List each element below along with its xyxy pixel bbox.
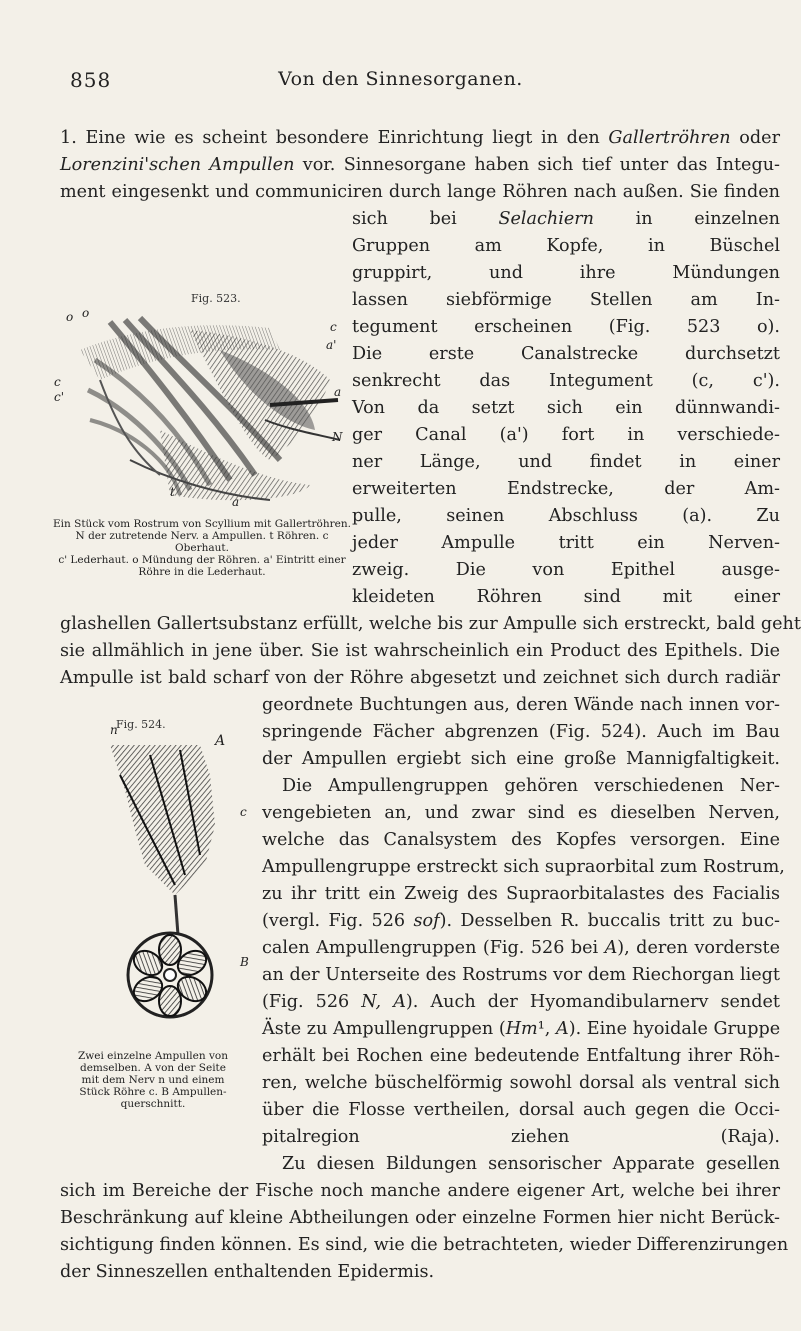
text-line: tegument erscheinen (Fig. 523 o). xyxy=(352,317,780,337)
figure-524-label: Fig. 524. xyxy=(116,718,166,731)
fig523-letter: c xyxy=(330,320,337,334)
text-line: (vergl. Fig. 526 sof). Desselben R. buccalis tritt zu buc- xyxy=(262,911,780,931)
text-line: Gruppen am Kopfe, in Büschel xyxy=(352,236,780,256)
text-line: sie allmählich in jene über. Sie ist wahrscheinlich ein Product des Epithels. Die xyxy=(60,641,780,661)
text-line: gruppirt, und ihre Mündungen xyxy=(352,263,780,283)
text-line: Beschränkung auf kleine Abtheilungen oder einzelne Formen hier nicht Berück- xyxy=(60,1208,780,1228)
fig523-letter: a xyxy=(334,385,342,399)
text-line: ment eingesenkt und communiciren durch lange Röhren nach außen. Sie finden xyxy=(60,182,780,202)
figure-524-engraving xyxy=(90,735,260,1035)
text-line: vengebieten an, und zwar sind es dieselben Nerven, xyxy=(262,803,780,823)
text-line: welche das Canalsystem des Kopfes versorgen. Eine xyxy=(262,830,780,850)
text-line: zweig. Die von Epithel ausge- xyxy=(352,560,780,580)
fig524-letter: n xyxy=(110,723,118,737)
text-line: Von da setzt sich ein dünnwandi- xyxy=(352,398,780,418)
fig524-letter: c xyxy=(240,805,247,819)
text-line: lassen siebförmige Stellen am In- xyxy=(352,290,780,310)
fig523-letter: c xyxy=(54,375,61,389)
fig523-letter: o xyxy=(66,310,74,324)
text-line: jeder Ampulle tritt ein Nerven- xyxy=(352,533,780,553)
fig523-letter: a xyxy=(232,495,240,509)
text-line: zu ihr tritt ein Zweig des Supraorbitalastes des Facialis xyxy=(262,884,780,904)
fig524-letter: B xyxy=(240,955,249,969)
text-line: springende Fächer abgrenzen (Fig. 524). Auch im Bau xyxy=(262,722,780,742)
text-line: glashellen Gallertsubstanz erfüllt, welche bis zur Ampulle sich erstreckt, bald geht xyxy=(60,614,801,634)
text-line: an der Unterseite des Rostrums vor dem Riechorgan liegt xyxy=(262,965,780,985)
figure-524-caption: Zwei einzelne Ampullen von demselben. A von der Seite mit dem Nerv n und einem Stück Röhre c. B Ampullen- querschnitt. xyxy=(77,1050,228,1110)
fig523-letter: N xyxy=(332,430,343,444)
fig523-letter: a' xyxy=(326,338,337,352)
fig523-letter: o xyxy=(82,306,90,320)
text-line: kleideten Röhren sind mit einer xyxy=(352,587,780,607)
fig524-letter: A xyxy=(215,733,226,749)
text-line: (Fig. 526 N, A). Auch der Hyomandibularnerv sendet xyxy=(262,992,780,1012)
page-header xyxy=(0,68,801,98)
text-line: pulle, seinen Abschluss (a). Zu xyxy=(352,506,780,526)
page-number: 858 xyxy=(70,68,112,92)
fig523-letter: t xyxy=(170,485,175,499)
text-line: Lorenzini'schen Ampullen vor. Sinnesorgane haben sich tief unter das Integu- xyxy=(60,155,780,175)
text-line: 1. Eine wie es scheint besondere Einrichtung liegt in den Gallertröhren oder xyxy=(60,128,780,148)
text-line: Zu diesen Bildungen sensorischer Apparate gesellen xyxy=(282,1154,780,1174)
text-line: ren, welche büschelförmig sowohl dorsal als ventral sich xyxy=(262,1073,780,1093)
text-line: erhält bei Rochen eine bedeutende Entfaltung ihrer Röh- xyxy=(262,1046,780,1066)
text-line: senkrecht das Integument (c, c'). xyxy=(352,371,780,391)
figure-523-caption: Ein Stück vom Rostrum von Scyllium mit Gallertröhren. N der zutretende Nerv. a Ampullen. t Röhren. c Oberhaut. c' Lederhaut. o Mündung der Röhren. a' Eintritt einer Röhre in die Lederhaut. xyxy=(53,518,351,578)
text-line: geordnete Buchtungen aus, deren Wände nach innen vor- xyxy=(262,695,780,715)
text-line: calen Ampullengruppen (Fig. 526 bei A), deren vorderste xyxy=(262,938,780,958)
text-line: der Ampullen ergiebt sich eine große Mannigfaltigkeit. xyxy=(262,749,780,769)
text-line: Äste zu Ampullengruppen (Hm¹, A). Eine hyoidale Gruppe xyxy=(262,1019,781,1039)
text-line: Ampullengruppe erstreckt sich supraorbital zum Rostrum, xyxy=(262,857,785,877)
figure-523-illustration xyxy=(54,306,346,510)
figure-523-engraving xyxy=(70,310,346,510)
text-line: der Sinneszellen enthaltenden Epidermis. xyxy=(60,1262,435,1282)
text-line: sich bei Selachiern in einzelnen xyxy=(352,209,780,229)
text-line: Die Ampullengruppen gehören verschiedenen Ner- xyxy=(282,776,780,796)
figure-523-label: Fig. 523. xyxy=(191,292,241,305)
text-line: ner Länge, und findet in einer xyxy=(352,452,780,472)
fig523-letter: c' xyxy=(54,390,65,404)
text-line: Ampulle ist bald scharf von der Röhre abgesetzt und zeichnet sich durch radiär xyxy=(60,668,780,688)
text-line: erweiterten Endstrecke, der Am- xyxy=(352,479,780,499)
text-line: Die erste Canalstrecke durchsetzt xyxy=(352,344,780,364)
text-line: ger Canal (a') fort in verschiede- xyxy=(352,425,780,445)
text-line: über die Flosse vertheilen, dorsal auch gegen die Occi- xyxy=(262,1100,780,1120)
text-line: sichtigung finden können. Es sind, wie die betrachteten, wieder Differenzirungen xyxy=(60,1235,789,1255)
text-line: pitalregion ziehen (Raja). xyxy=(262,1127,780,1147)
running-head: Von den Sinnesorganen. xyxy=(278,68,523,90)
text-line: sich im Bereiche der Fische noch manche andere eigener Art, welche bei ihrer xyxy=(60,1181,780,1201)
